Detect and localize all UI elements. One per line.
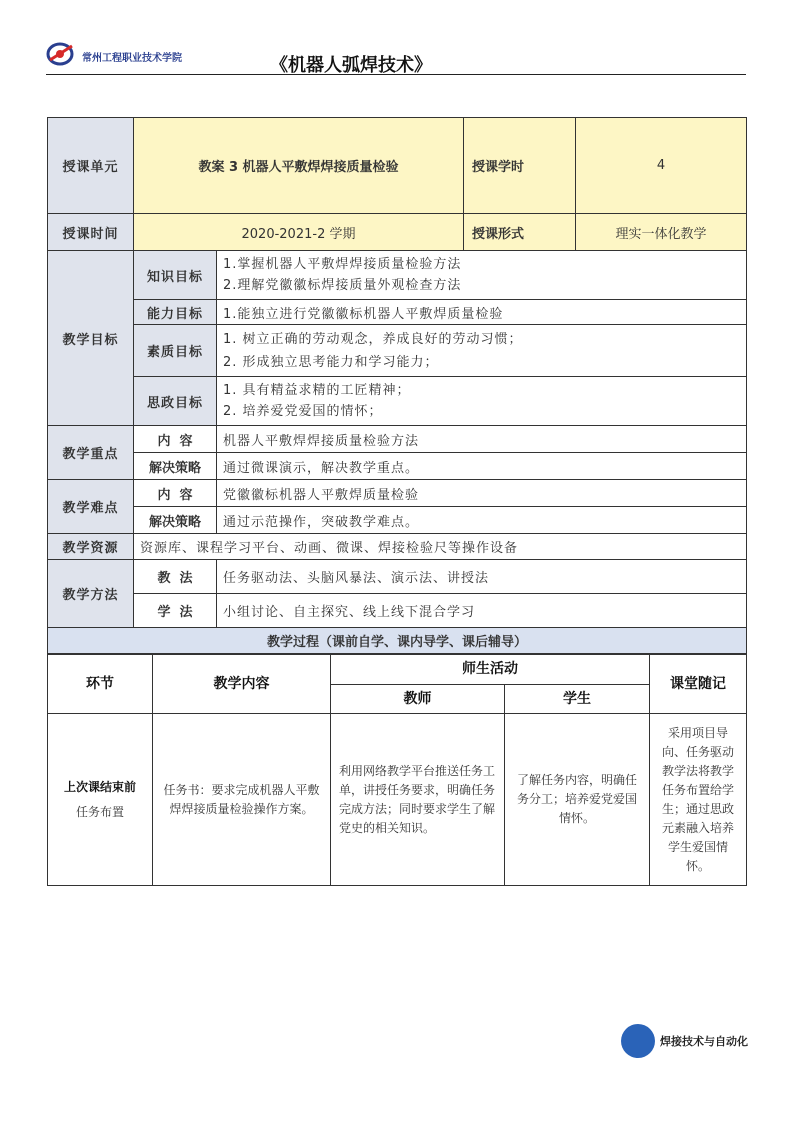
col-activity: 师生活动 (331, 655, 650, 685)
teacher-cell: 利用网络教学平台推送任务工单，讲授任务要求，明确任务完成方法；同时要求学生了解党史的相关知识。 (331, 714, 505, 886)
knowledge-label: 知识目标 (134, 251, 217, 300)
header-divider (46, 74, 746, 75)
knowledge-row (48, 251, 747, 300)
form-label: 授课形式 (464, 214, 576, 251)
col-notes: 课堂随记 (650, 655, 747, 714)
key-solution-row (48, 453, 747, 480)
col-teacher: 教师 (331, 685, 505, 714)
process-title (48, 628, 747, 654)
process-title-main: 教学过程 (266, 635, 319, 650)
learn-method-label: 学 法 (134, 594, 217, 628)
ideology-item: 1. 具有精益求精的工匠精神； (223, 383, 411, 398)
process-table (47, 654, 747, 886)
quality-items (217, 325, 747, 377)
ideology-row (48, 377, 747, 426)
table-row (48, 714, 747, 886)
teach-method-row (48, 560, 747, 594)
knowledge-item: 1.掌握机器人平敷焊焊接质量检验方法 (223, 257, 462, 272)
content-cell: 任务书：要求完成机器人平敷焊焊接质量检验操作方案。 (153, 714, 331, 886)
teach-method: 任务驱动法、头脑风暴法、演示法、讲授法 (217, 560, 747, 594)
key-content-label: 内 容 (134, 426, 217, 453)
difficulty-solution-label: 解决策略 (134, 507, 217, 534)
quality-row (48, 325, 747, 377)
stage-title: 上次课结束前 (63, 779, 136, 794)
resources-row (48, 534, 747, 560)
time-row (48, 214, 747, 251)
ability-row (48, 300, 747, 325)
col-stage: 环节 (48, 655, 153, 714)
knowledge-item: 2.理解党徽徽标焊接质量外观检查方法 (223, 278, 462, 293)
col-content: 教学内容 (153, 655, 331, 714)
difficulty-content-label: 内 容 (134, 480, 217, 507)
key-solution-label: 解决策略 (134, 453, 217, 480)
process-header-row (48, 655, 747, 685)
difficulty-solution: 通过示范操作，突破教学难点。 (217, 507, 747, 534)
difficulty-content-row (48, 480, 747, 507)
book-title: 《机器人弧焊技术》 (270, 55, 432, 76)
form-value: 理实一体化教学 (576, 214, 747, 251)
ideology-items (217, 377, 747, 426)
footer-label: 焊接技术与自动化 (660, 1035, 748, 1048)
difficulty-label: 教学难点 (48, 480, 134, 534)
key-label: 教学重点 (48, 426, 134, 480)
ideology-label: 思政目标 (134, 377, 217, 426)
key-content-row (48, 426, 747, 453)
teach-method-label: 教 法 (134, 560, 217, 594)
objectives-label: 教学目标 (48, 251, 134, 426)
quality-item: 2. 形成独立思考能力和学习能力； (223, 354, 439, 370)
methods-label: 教学方法 (48, 560, 134, 628)
notes-cell: 采用项目导向、任务驱动教学法将教学任务布置给学生；通过思政元素融入培养学生爱国情怀。 (650, 714, 747, 886)
col-student: 学生 (505, 685, 650, 714)
welding-dept-logo-icon (621, 1024, 655, 1058)
resources-value: 资源库、课程学习平台、动画、微课、焊接检验尺等操作设备 (134, 534, 747, 560)
unit-label: 授课单元 (48, 118, 134, 214)
stage-sub: 任务布置 (75, 804, 124, 819)
quality-item: 1. 树立正确的劳动观念，养成良好的劳动习惯； (223, 331, 523, 347)
school-name: 常州工程职业技术学院 (82, 53, 182, 64)
quality-label: 素质目标 (134, 325, 217, 377)
process-title-row (48, 628, 747, 654)
key-solution: 通过微课演示，解决教学重点。 (217, 453, 747, 480)
knowledge-items (217, 251, 747, 300)
stage-cell (48, 714, 153, 886)
learn-method-row (48, 594, 747, 628)
lesson-plan-table (47, 117, 747, 654)
unit-value: 教案 3 机器人平敷焊焊接质量检验 (134, 118, 464, 214)
school-logo-icon (46, 40, 76, 68)
key-content: 机器人平敷焊焊接质量检验方法 (217, 426, 747, 453)
resources-label: 教学资源 (48, 534, 134, 560)
process-title-sub: （课前自学、课内导学、课后辅导） (319, 635, 528, 650)
difficulty-content: 党徽徽标机器人平敷焊质量检验 (217, 480, 747, 507)
ability-item: 1.能独立进行党徽徽标机器人平敷焊质量检验 (217, 300, 747, 325)
ability-label: 能力目标 (134, 300, 217, 325)
hours-label: 授课学时 (464, 118, 576, 214)
ideology-item: 2. 培养爱党爱国的情怀； (223, 404, 383, 419)
page-header (0, 0, 793, 80)
time-value: 2020-2021-2 学期 (134, 214, 464, 251)
unit-row (48, 118, 747, 214)
time-label: 授课时间 (48, 214, 134, 251)
student-cell: 了解任务内容，明确任务分工；培养爱党爱国情怀。 (505, 714, 650, 886)
difficulty-solution-row (48, 507, 747, 534)
hours-value: 4 (576, 118, 747, 214)
learn-method: 小组讨论、自主探究、线上线下混合学习 (217, 594, 747, 628)
